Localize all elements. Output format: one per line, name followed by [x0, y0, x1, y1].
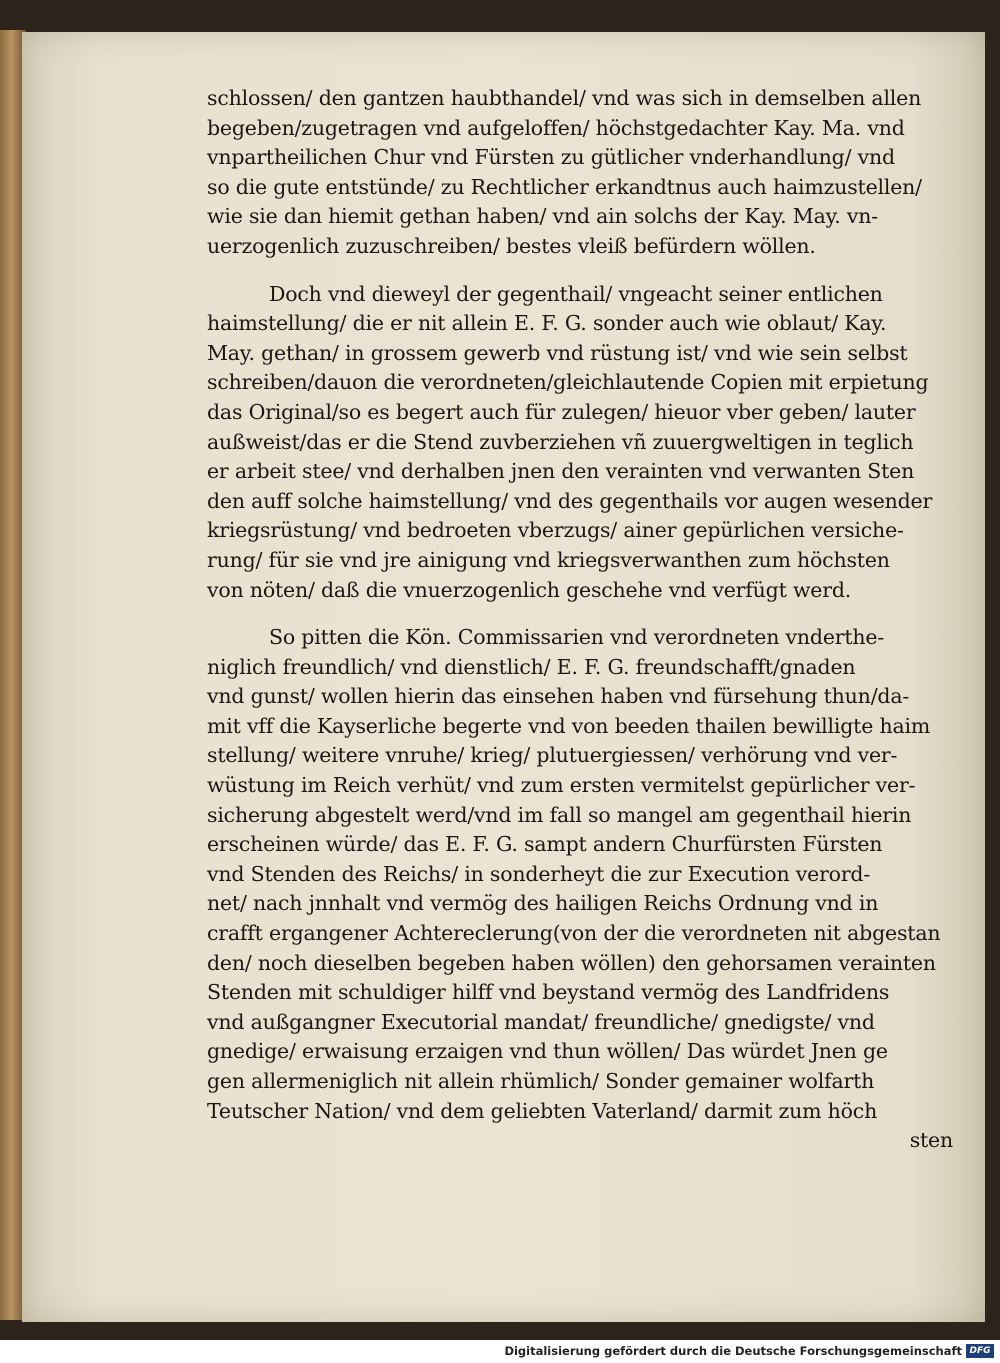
- text-line: er arbeit stee/ vnd derhalben jnen den verainten vnd verwanten Sten: [207, 459, 915, 484]
- text-line: gen allermeniglich nit allein rhümlich/ Sonder gemainer wolfarth: [207, 1069, 875, 1093]
- text-line: niglich freundlich/ vnd dienstlich/ E. F. G. freundschafft/gnaden: [207, 654, 856, 679]
- text-line: uerzogenlich zuzuschreiben/ bestes vleiß befürdern wöllen.: [207, 233, 816, 258]
- text-line: den/ noch dieselben begeben haben wöllen) den gehorsamen verainten: [207, 950, 936, 975]
- text-line: Doch vnd dieweyl der gegenthail/ vngeacht seiner entlichen: [269, 281, 883, 306]
- text-line: den auff solche haimstellung/ vnd des gegenthails vor augen wesender: [207, 488, 933, 513]
- paragraph-gap: [207, 262, 959, 280]
- text-line: gnedige/ erwaisung erzaigen vnd thun wöllen/ Das würdet Jnen ge: [207, 1039, 888, 1064]
- text-line: crafft ergangener Achtereclerung(von der die verordneten nit abgestan: [207, 921, 941, 946]
- funding-notice: Digitalisierung gefördert durch die Deutsche Forschungsgemeinschaft: [504, 1344, 962, 1358]
- text-line: vnpartheilichen Chur vnd Fürsten zu gütlicher vnderhandlung/ vnd: [207, 145, 895, 170]
- text-line: So pitten die Kön. Commissarien vnd verordneten vnderthe-: [269, 625, 885, 650]
- text-line: schlossen/ den gantzen haubthandel/ vnd was sich in demselben allen: [207, 86, 922, 110]
- text-line: erscheinen würde/ das E. F. G. sampt andern Churfürsten Fürsten: [207, 832, 883, 857]
- text-line: mit vff die Kayserliche begerte vnd von beeden thailen bewilligte haim: [207, 713, 931, 738]
- text-line: kriegsrüstung/ vnd bedroeten vberzugs/ ainer gepürlichen versiche-: [207, 518, 904, 543]
- text-line: wie sie dan hiemit gethan haben/ vnd ain solchs der Kay. May. vn-: [207, 204, 878, 229]
- text-line: haimstellung/ die er nit allein E. F. G. sonder auch wie oblaut/ Kay.: [207, 311, 887, 336]
- text-line: schreiben/dauon die verordneten/gleichlautende Copien mit erpietung: [207, 370, 929, 395]
- text-line: May. gethan/ in grossem gewerb vnd rüstung ist/ vnd wie sein selbst: [207, 340, 908, 365]
- text-line: vnd außgangner Executorial mandat/ freundliche/ gnedigste/ vnd: [207, 1009, 875, 1034]
- text-line: net/ nach jnnhalt vnd vermög des hailigen Reichs Ordnung vnd in: [207, 891, 879, 916]
- text-line: vnd gunst/ wollen hierin das einsehen haben vnd fürsehung thun/da-: [207, 684, 910, 709]
- footer-bar: [0, 1340, 1000, 1363]
- text-line: von nöten/ daß die vnuerzogenlich geschehe vnd verfügt werd.: [207, 577, 852, 602]
- text-line: rung/ für sie vnd jre ainigung vnd kriegsverwanthen zum höchsten: [207, 547, 890, 572]
- page-text-block: [207, 84, 959, 1156]
- paragraph-gap: [207, 605, 959, 623]
- text-line: sicherung abgestelt werd/vnd im fall so mangel am gegenthail hierin: [207, 802, 912, 827]
- text-line: stellung/ weitere vnruhe/ krieg/ plutuergiessen/ verhörung vnd ver-: [207, 743, 898, 768]
- text-line: wüstung im Reich verhüt/ vnd zum ersten vermitelst gepürlicher ver-: [207, 773, 916, 798]
- text-line: außweist/das er die Stend zuvberziehen vñ zuuergweltigen in teglich: [207, 429, 914, 454]
- text-line: das Original/so es begert auch für zulegen/ hieuor vber geben/ lauter: [207, 399, 916, 424]
- text-line: Stenden mit schuldiger hilff vnd beystand vermög des Landfridens: [207, 980, 890, 1005]
- catchword: sten: [909, 1128, 953, 1153]
- dfg-logo-icon: DFG: [966, 1344, 994, 1358]
- text-line: vnd Stenden des Reichs/ in sonderheyt die zur Execution verord-: [207, 861, 871, 886]
- text-line: Teutscher Nation/ vnd dem geliebten Vaterland/ darmit zum höch: [207, 1098, 878, 1123]
- text-line: begeben/zugetragen vnd aufgeloffen/ höchstgedachter Kay. Ma. vnd: [207, 115, 905, 140]
- text-line: so die gute entstünde/ zu Rechtlicher erkandtnus auch haimzustellen/: [207, 174, 922, 199]
